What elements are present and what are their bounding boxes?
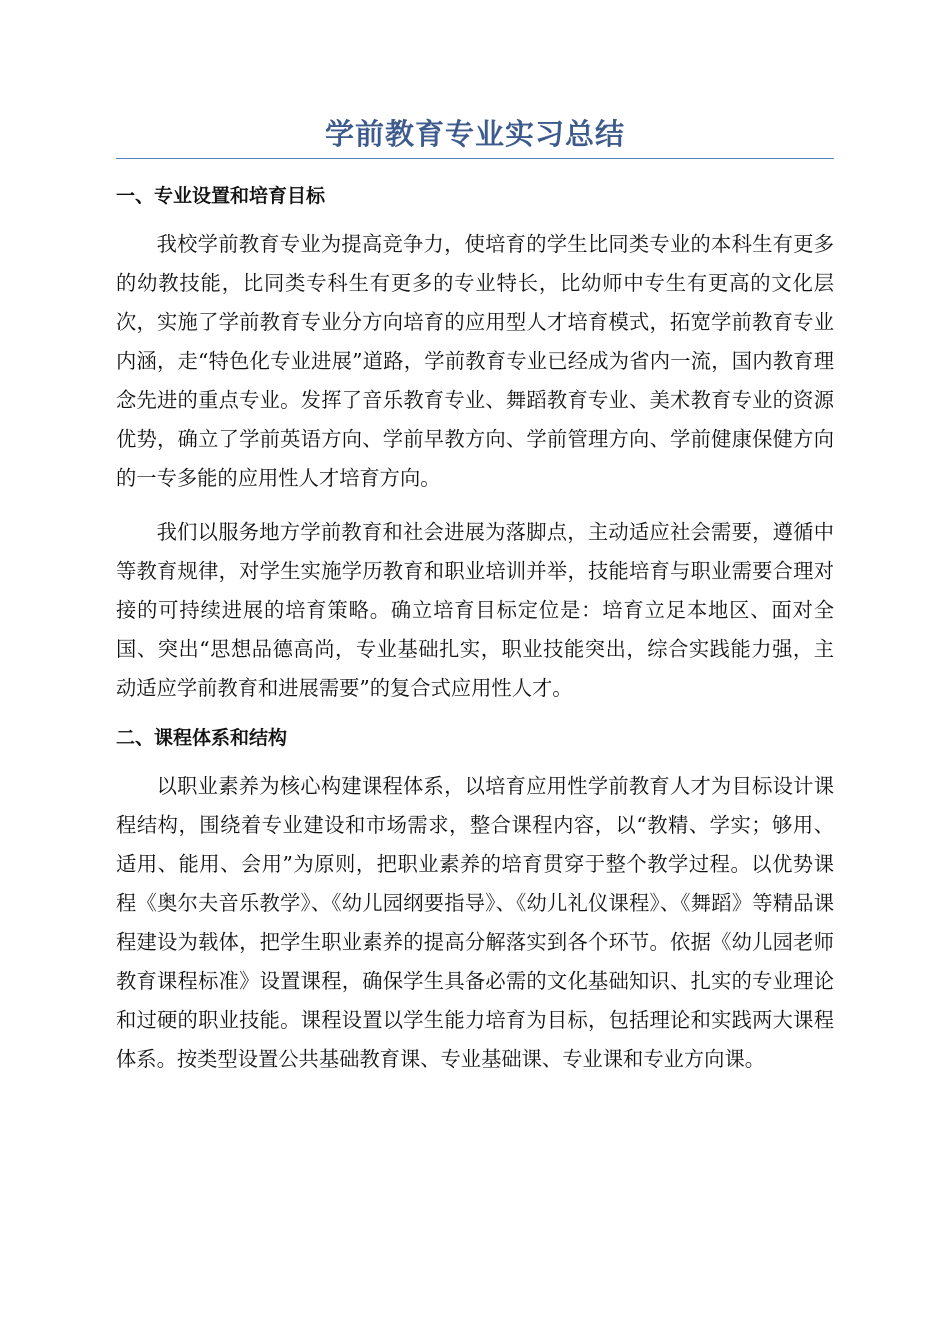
document-page [116, 110, 834, 1094]
paragraph: 我校学前教育专业为提高竞争力，使培育的学生比同类专业的本科生有更多的幼教技能，比同类专科生有更多的专业特长，比幼师中专生有更高的文化层次，实施了学前教育专业分方向培育的应用型人才培育模式，拓宽学前教育专业内涵，走“特色化专业进展”道路，学前教育专业已经成为省内一流，国内教育理念先进的重点专业。发挥了音乐教育专业、舞蹈教育专业、美术教育专业的资源优势，确立了学前英语方向、学前早教方向、学前管理方向、学前健康保健方向的一专多能的应用性人才培育方向。 [116, 232, 834, 490]
paragraph: 我们以服务地方学前教育和社会进展为落脚点，主动适应社会需要，遵循中等教育规律，对学生实施学历教育和职业培训并举，技能培育与职业需要合理对接的可持续进展的培育策略。确立培育目标定位是：培育立足本地区、面对全国、突出“思想品德高尚，专业基础扎实，职业技能突出，综合实践能力强，主动适应学前教育和进展需要”的复合式应用性人才。 [116, 520, 834, 700]
section-heading: 二、课程体系和结构 [116, 727, 288, 749]
section-1 [116, 181, 834, 708]
title-underline [116, 158, 834, 159]
document-title: 学前教育专业实习总结 [324, 117, 625, 151]
section-2 [116, 723, 834, 1079]
section-heading: 一、专业设置和培育目标 [116, 185, 326, 207]
paragraph: 以职业素养为核心构建课程体系，以培育应用性学前教育人才为目标设计课程结构，围绕着专业建设和市场需求，整合课程内容，以“教精、学实；够用、适用、能用、会用”为原则，把职业素养的培育贯穿于整个教学过程。以优势课程《奥尔夫音乐教学》、《幼儿园纲要指导》、《幼儿礼仪课程》、《舞蹈》等精品课程建设为载体，把学生职业素养的提高分解落实到各个环节。依据《幼儿园老师教育课程标准》设置课程，确保学生具备必需的文化基础知识、扎实的专业理论和过硬的职业技能。课程设置以学生能力培育为目标，包括理论和实践两大课程体系。按类型设置公共基础教育课、专业基础课、专业课和专业方向课。 [116, 774, 834, 1071]
